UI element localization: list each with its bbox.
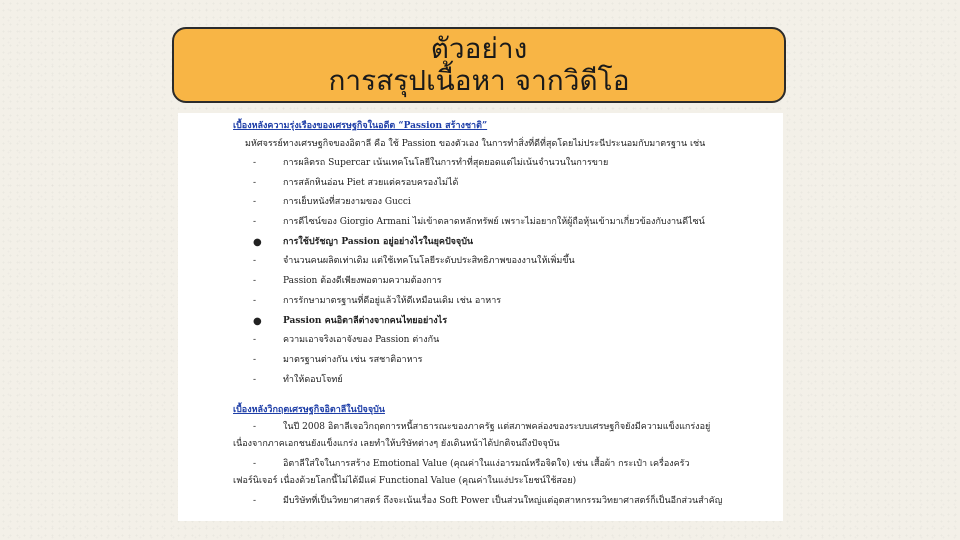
dash-marker: - [253,422,257,433]
dash-marker: - [253,158,257,168]
dash-marker: - [253,495,257,506]
list-item-text: มีบริษัทที่เป็นวิทยาศาสตร์ ถึงจะเน้นเรื่อง Soft Power เป็นส่วนใหญ่แต่อุตสาหกรรมวิทยาศาสตร์ก็เป็นอีกส่วนสำคัญ [283,495,723,506]
list-item [233,295,773,308]
bullet-item [233,236,773,249]
document-image [178,113,783,521]
dash-marker: - [253,276,257,287]
list-item [233,374,773,387]
list-item [233,275,773,288]
title-line-2: การสรุปเนื้อหา จากวิดีโอ [328,64,630,97]
list-item [233,255,773,268]
list-item-text: การใช้ปรัชญา Passion อยู่อย่างไรในยุคปัจจุบัน [283,236,474,247]
list-item [233,216,773,229]
list-item-text: การรักษามาตรฐานที่ดีอยู่แล้วให้ดีเหมือนเดิม เช่น อาหาร [283,295,502,306]
list-item [233,354,773,367]
section-2-list [233,421,773,507]
list-item-text: การดีไซน์ของ Giorgio Armani ไม่เข้าตลาดหลักทรัพย์ เพราะไม่อยากให้ผู้ถือหุ้นเข้ามาเกี่ยวข้องกับงานดีไซน์ [283,217,705,228]
section-1-heading: เบื้องหลังความรุ่งเรืองของเศรษฐกิจในอดีต “Passion สร้างชาติ” [233,121,488,131]
list-item-text: Passion ต้องดีเพียงพอตามความต้องการ [283,276,442,287]
list-item-text: อิตาลีใส่ใจในการสร้าง Emotional Value (คุณค่าในแง่อารมณ์หรือจิตใจ) เช่น เสื้อผ้า กระเป๋า เครื่องครัว [283,458,690,469]
dash-marker: - [253,217,257,228]
list-item [233,177,773,190]
title-line-1: ตัวอย่าง [430,32,528,65]
dash-marker: - [253,295,257,306]
list-item [233,495,773,508]
list-item-text: การสลักหินอ่อน Piet สวยแต่ครอบครองไม่ได้ [283,177,459,188]
list-item-text: การผลิตรถ Supercar เน้นเทคโนโลยีในการทำที่สุดยอดแต่ไม่เน้นจำนวนในการขาย [283,158,609,168]
list-item [233,458,773,471]
title-box [172,27,786,103]
dash-marker: - [253,335,257,346]
bullet-marker: ● [253,315,262,327]
list-item-text: Passion คนอิตาลีต่างจากคนไทยอย่างไร [283,315,448,326]
section-2-heading: เบื้องหลังวิกฤตเศรษฐกิจอิตาลีในปัจจุบัน [233,405,385,416]
dash-marker: - [253,374,257,385]
list-item-text: มาตรฐานต่างกัน เช่น รสชาติอาหาร [283,354,423,365]
dash-marker: - [253,354,257,365]
list-item-continuation: เนื่องจากภาคเอกชนยังแข็งแกร่ง เลยทำให้บริษัทต่างๆ ยังเดินหน้าได้ปกติจนถึงปัจจุบัน [233,438,560,449]
list-item-text: ทำให้ดอบโจทย์ [283,374,343,385]
list-item [233,196,773,209]
bullet-item [233,315,773,328]
list-item-text: ในปี 2008 อิตาลีเจอวิกฤตการหนี้สาธารณะของภาครัฐ แต่สภาพคล่องของระบบเศรษฐกิจยังมีความแข็งแกร่งอยู่ [283,422,711,433]
dash-marker: - [253,458,257,469]
list-item [233,334,773,347]
list-item-text: จำนวนคนผลิตเท่าเดิม แต่ใช้เทคโนโลยีระดับประสิทธิภาพของงานให้เพิ่มขึ้น [283,256,575,267]
section-1-list [233,157,773,387]
list-item-text: ความเอาจริงเอาจังของ Passion ต่างกัน [283,335,440,346]
list-item [233,421,773,434]
list-item-continuation: เฟอร์นิเจอร์ เนื่องด้วยโลกนี้ไม่ได้มีแค่ Functional Value (คุณค่าในแง่ประโยชน์ใช้สอย) [233,475,577,486]
section-1-intro: มหัศจรรย์ทางเศรษฐกิจของอิตาลี คือ ใช้ Passion ของตัวเอง ในการทำสิ่งที่ดีที่สุดโดยไม่ประนีประนอมกับมาตรฐาน เช่น [245,139,706,149]
bullet-marker: ● [253,236,262,248]
dash-marker: - [253,256,257,267]
list-item [233,157,773,170]
dash-marker: - [253,197,257,208]
list-item-text: การเย็บหนังที่สวยงามของ Gucci [283,197,411,208]
dash-marker: - [253,177,257,188]
